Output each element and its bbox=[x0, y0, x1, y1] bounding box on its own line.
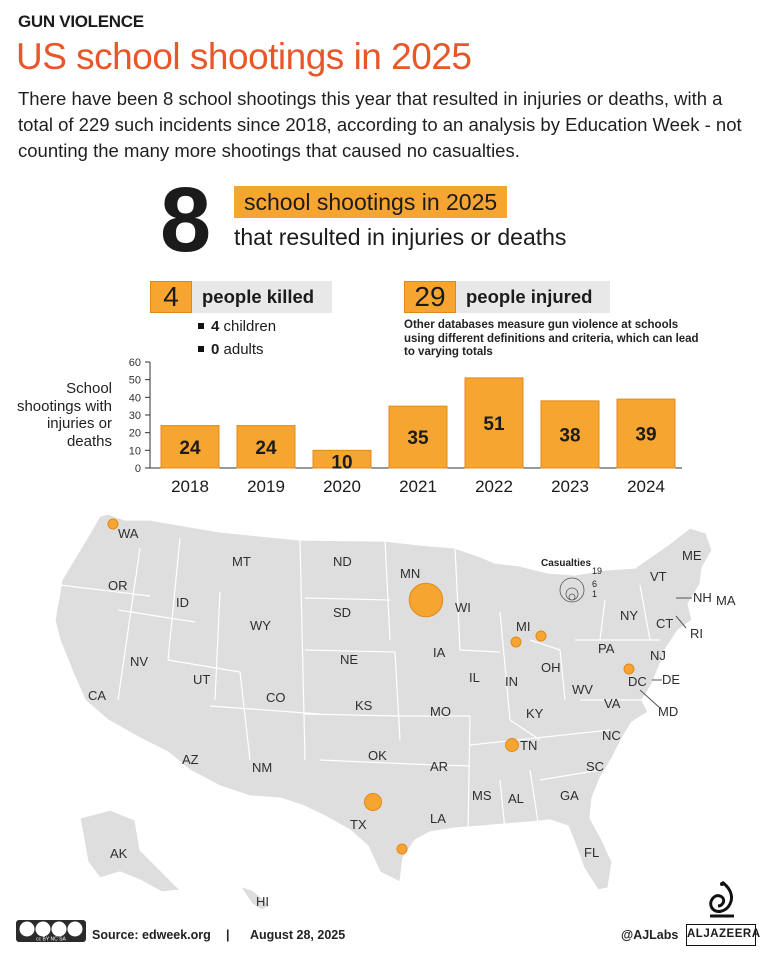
source-text: Source: edweek.org bbox=[92, 928, 211, 942]
headline-number: 8 bbox=[160, 169, 210, 271]
state-label-ne: NE bbox=[340, 652, 359, 667]
aljazeera-brand: ALJAZEERA bbox=[686, 924, 756, 946]
children-bullet bbox=[198, 318, 276, 335]
state-label-wi: WI bbox=[455, 600, 471, 615]
state-label-or: OR bbox=[108, 578, 128, 593]
state-label-ct: CT bbox=[656, 616, 674, 631]
state-label-ma: MA bbox=[716, 593, 736, 608]
y-tick-label: 10 bbox=[128, 445, 141, 458]
y-tick-label: 50 bbox=[128, 374, 141, 387]
headline-subtext: that resulted in injuries or deaths bbox=[234, 224, 567, 250]
license-badge bbox=[16, 920, 86, 942]
legend-value-medium: 6 bbox=[592, 579, 598, 589]
intro-text: There have been 8 school shootings this year that resulted in injuries or deaths, with a total of 229 such incidents since 2018, according to an analysis by Education Week - not counting the many more shootings that caused no casualties. bbox=[18, 88, 742, 161]
map-land bbox=[55, 514, 712, 910]
state-label-sd: SD bbox=[333, 605, 352, 620]
injured-label: people injured bbox=[456, 281, 610, 313]
y-tick-label: 20 bbox=[128, 427, 141, 440]
casualty-marker bbox=[536, 631, 546, 641]
bar-value-label: 35 bbox=[407, 428, 429, 450]
state-label-ok: OK bbox=[368, 748, 387, 763]
state-label-ut: UT bbox=[193, 672, 211, 687]
state-label-nv: NV bbox=[130, 654, 149, 669]
casualty-marker bbox=[397, 844, 407, 854]
state-label-nd: ND bbox=[333, 554, 352, 569]
state-label-ak: AK bbox=[110, 846, 128, 861]
state-label-nc: NC bbox=[602, 728, 621, 743]
state-label-mi: MI bbox=[516, 619, 531, 634]
x-tick-label: 2018 bbox=[171, 477, 209, 496]
adults-label: adults bbox=[219, 341, 264, 358]
state-label-co: CO bbox=[266, 690, 286, 705]
y-tick-label: 0 bbox=[134, 463, 141, 475]
aj-handle: @AJLabs bbox=[621, 928, 679, 942]
state-label-tn: TN bbox=[520, 738, 538, 753]
bar-value-label: 24 bbox=[255, 437, 277, 459]
state-label-mn: MN bbox=[400, 566, 421, 581]
y-tick-label: 40 bbox=[128, 392, 141, 405]
page-title: US school shootings in 2025 bbox=[16, 36, 472, 77]
state-label-ny: NY bbox=[620, 608, 639, 623]
state-label-nh: NH bbox=[693, 590, 712, 605]
state-label-vt: VT bbox=[650, 569, 667, 584]
bar-value-label: 24 bbox=[179, 437, 201, 459]
state-label-de: DE bbox=[662, 672, 681, 687]
bar-value-label: 39 bbox=[635, 424, 657, 446]
state-label-nj: NJ bbox=[650, 648, 666, 663]
state-label-ga: GA bbox=[560, 788, 579, 803]
state-label-la: LA bbox=[430, 811, 446, 826]
state-label-me: ME bbox=[682, 548, 702, 563]
x-tick-label: 2024 bbox=[627, 477, 665, 496]
bar-value-label: 51 bbox=[483, 413, 505, 435]
children-count: 4 bbox=[211, 318, 220, 335]
state-label-ia: IA bbox=[433, 645, 446, 660]
injured-number: 29 bbox=[404, 281, 456, 313]
legend-value-large: 19 bbox=[592, 566, 603, 576]
state-label-hi: HI bbox=[256, 894, 269, 909]
bullet-icon bbox=[198, 323, 204, 329]
casualty-marker bbox=[108, 519, 118, 529]
state-label-wa: WA bbox=[118, 526, 139, 541]
state-label-ky: KY bbox=[526, 706, 544, 721]
killed-number: 4 bbox=[150, 281, 192, 313]
casualty-marker bbox=[506, 739, 519, 752]
state-label-nm: NM bbox=[252, 760, 273, 775]
state-label-ca: CA bbox=[88, 688, 107, 703]
state-label-wv: WV bbox=[572, 682, 593, 697]
license-text: cc BY NC SA bbox=[36, 936, 66, 942]
cc-license-icon bbox=[16, 920, 86, 942]
x-tick-label: 2021 bbox=[399, 477, 437, 496]
state-label-az: AZ bbox=[182, 752, 199, 767]
state-label-al: AL bbox=[508, 791, 524, 806]
x-tick-label: 2023 bbox=[551, 477, 589, 496]
alaska-shape bbox=[80, 810, 180, 892]
injured-note: Other databases measure gun violence at schools using different definitions and criteria, which can lead to varying totals bbox=[404, 319, 699, 358]
state-label-va: VA bbox=[604, 696, 621, 711]
us-map bbox=[0, 500, 768, 920]
legend-title: Casualties bbox=[541, 558, 592, 569]
y-tick-label: 60 bbox=[128, 357, 141, 369]
kicker: GUN VIOLENCE bbox=[18, 12, 144, 31]
bar-chart bbox=[0, 350, 768, 500]
state-label-md: MD bbox=[658, 704, 679, 719]
bar-value-label: 38 bbox=[559, 425, 581, 447]
casualty-marker bbox=[624, 664, 634, 674]
state-label-fl: FL bbox=[584, 845, 600, 860]
children-label: children bbox=[219, 318, 277, 335]
adults-count: 0 bbox=[211, 341, 220, 358]
state-label-dc: DC bbox=[628, 674, 647, 689]
killed-label: people killed bbox=[192, 281, 332, 313]
x-tick-label: 2020 bbox=[323, 477, 361, 496]
casualty-marker bbox=[409, 583, 443, 617]
x-tick-label: 2019 bbox=[247, 477, 285, 496]
state-label-ri: RI bbox=[690, 626, 703, 641]
state-label-in: IN bbox=[505, 674, 518, 689]
legend-value-small: 1 bbox=[592, 589, 598, 599]
casualty-marker bbox=[511, 637, 521, 647]
state-label-ks: KS bbox=[355, 698, 373, 713]
x-tick-label: 2022 bbox=[475, 477, 513, 496]
headline-highlight: school shootings in 2025 bbox=[234, 186, 507, 218]
y-tick-label: 30 bbox=[128, 410, 141, 422]
state-label-id: ID bbox=[176, 595, 189, 610]
state-label-mo: MO bbox=[430, 704, 451, 719]
state-label-pa: PA bbox=[598, 641, 615, 656]
state-label-mt: MT bbox=[232, 554, 251, 569]
state-label-wy: WY bbox=[250, 618, 271, 633]
state-label-oh: OH bbox=[541, 660, 561, 675]
aljazeera-logo-icon bbox=[700, 878, 744, 922]
bar-value-label: 10 bbox=[331, 452, 353, 474]
chart-y-label: School shootings with injuries or deaths bbox=[16, 380, 112, 450]
state-label-ar: AR bbox=[430, 759, 449, 774]
casualty-marker bbox=[365, 794, 382, 811]
footer-separator: | bbox=[226, 928, 230, 942]
state-label-ms: MS bbox=[472, 788, 492, 803]
date-text: August 28, 2025 bbox=[250, 928, 346, 942]
state-label-sc: SC bbox=[586, 759, 605, 774]
state-label-tx: TX bbox=[350, 817, 367, 832]
state-label-il: IL bbox=[469, 670, 480, 685]
